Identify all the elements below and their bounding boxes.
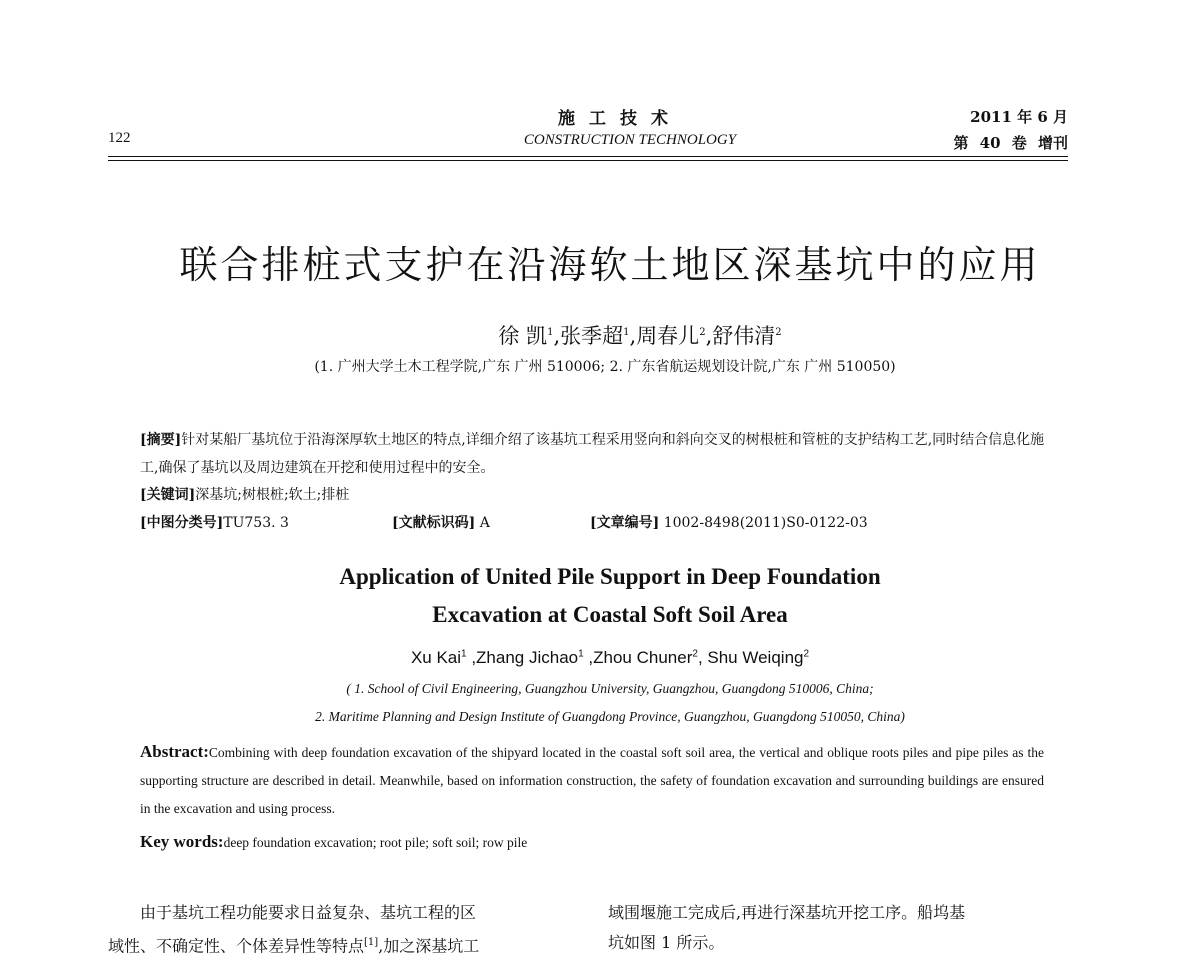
author-affil-mark: 1 — [623, 327, 630, 338]
body-paragraph-line: 域性、不确定性、个体差异性等特点[1],加之深基坑工 — [108, 936, 480, 956]
page-number: 122 — [108, 130, 131, 146]
author-affil-mark: 2 — [775, 327, 782, 338]
keywords-cn — [140, 484, 349, 504]
journal-title-en: CONSTRUCTION TECHNOLOGY — [523, 132, 737, 148]
abstract-en — [140, 738, 1044, 823]
keywords-cn-text: 深基坑;树根桩;软土;排桩 — [195, 487, 350, 503]
author-affil-mark: 2 — [692, 648, 698, 660]
citation-ref: [1] — [364, 937, 379, 948]
body-paragraph-line: 域围堰施工完成后,再进行深基坑开挖工序。船坞基 — [608, 903, 966, 922]
affiliation-en-line1: ( 1. School of Civil Engineering, Guangzhou University, Guangzhou, Guangdong 510006, China; — [346, 681, 874, 696]
keywords-cn-label: [关键词] — [140, 487, 196, 503]
author-affil-mark: 2 — [699, 327, 706, 338]
author-affil-mark: 2 — [803, 648, 810, 660]
affiliation-cn: (1. 广州大学土木工程学院,广东 广州 510006; 2. 广东省航运规划设计院,广东 广州 510050) — [314, 359, 896, 375]
author-name: 舒伟清 — [712, 324, 776, 348]
article-number: [文章编号] 1002-8498(2011)S0-0122-03 — [590, 515, 868, 531]
author-name: Shu Weiqing — [707, 648, 804, 667]
issue-date: 2011 年 6 月 — [970, 108, 1068, 126]
header-rule-bottom — [108, 160, 1068, 161]
body-paragraph-line: 由于基坑工程功能要求日益复杂、基坑工程的区 — [140, 903, 477, 922]
journal-title-cn: 施工技术 — [558, 109, 682, 129]
author-affil-mark: 1 — [461, 648, 467, 660]
abstract-cn — [140, 426, 1050, 482]
author-affil-mark: 1 — [578, 648, 584, 660]
author-name: 张季超 — [560, 324, 624, 348]
authors-cn: 徐 凯$^1$,张季超$^1$,周春儿$^2$,舒伟清$^2$ — [498, 324, 782, 348]
keywords-en-text: deep foundation excavation; root pile; soft soil; row pile — [223, 835, 528, 850]
authors-en: Xu Kai$^1$ ,Zhang Jichao$^1$ ,Zhou Chuner$^2$, Shu Weiqing$^2$ — [410, 648, 810, 667]
clc-number: [中图分类号]TU753. 3 — [140, 515, 289, 531]
abstract-cn-label: [摘要] — [140, 432, 182, 448]
author-affil-mark: 1 — [547, 327, 554, 338]
author-name: 徐 凯 — [498, 324, 548, 348]
paper-title-en-line1: Application of United Pile Support in Deep Foundation — [339, 564, 881, 589]
abstract-en-text: Combining with deep foundation excavation of the shipyard located in the coastal soft soil area, the vertical and oblique roots piles and pipe piles as the supporting structure are described in detail. Meanwhile, based on information construction, the safety of foundation excavation and surrounding buildings are ensured in the excavation and using process. — [140, 745, 1044, 816]
classification-row — [140, 512, 1050, 534]
paper-title-en — [0, 558, 1200, 634]
author-name: Zhang Jichao — [476, 648, 579, 667]
author-name: Zhou Chuner — [593, 648, 693, 667]
paper-title-en-line2: Excavation at Coastal Soft Soil Area — [432, 602, 788, 627]
affiliation-en-line2: 2. Maritime Planning and Design Institute of Guangdong Province, Guangzhou, Guangdong 510050, China) — [315, 709, 905, 724]
issue-volume: 第 40 卷 增刊 — [953, 134, 1068, 152]
author-name: 周春儿 — [636, 324, 700, 348]
paper-title-cn: 联合排桩式支护在沿海软土地区深基坑中的应用 — [179, 243, 1041, 287]
body-column-right — [608, 898, 1068, 958]
keywords-en-label: Key words: — [140, 832, 224, 851]
keywords-en — [140, 832, 527, 852]
header-rule-top — [108, 156, 1068, 157]
document-code: [文献标识码] A — [392, 515, 490, 531]
author-name: Xu Kai — [410, 648, 462, 667]
abstract-en-label: Abstract: — [140, 742, 209, 761]
abstract-cn-text: 针对某船厂基坑位于沿海深厚软土地区的特点,详细介绍了该基坑工程采用竖向和斜向交叉的树根桩和管桩的支护结构工艺,同时结合信息化施工,确保了基坑以及周边建筑在开挖和使用过程中的安全。 — [140, 432, 1045, 476]
body-paragraph-line: 坑如图 1 所示。 — [608, 933, 725, 952]
